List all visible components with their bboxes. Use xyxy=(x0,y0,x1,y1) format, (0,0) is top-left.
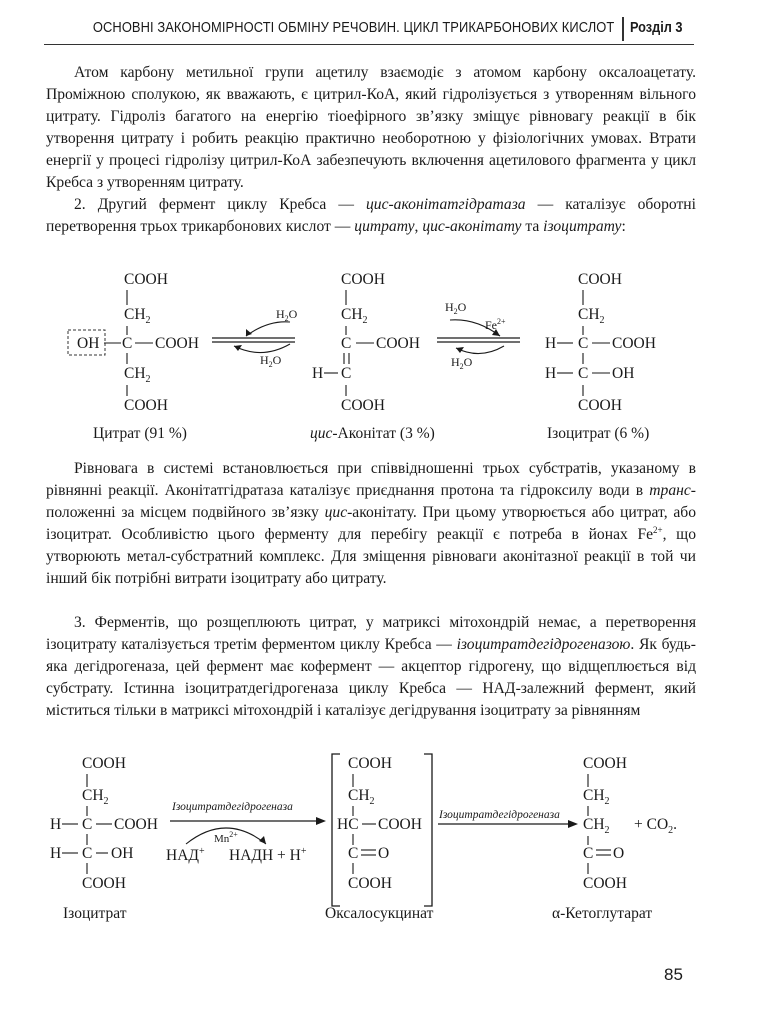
svg-text:COOH: COOH xyxy=(578,271,622,288)
enzyme-name: цис-аконітатгідратаза xyxy=(365,196,526,213)
svg-text:C: C xyxy=(578,335,589,352)
aconitase-reaction-scheme xyxy=(0,260,776,460)
svg-text:Fe2+: $Fe^{2+}$ xyxy=(485,317,506,332)
svg-text:C: C xyxy=(348,845,359,862)
svg-text:C: C xyxy=(578,365,589,382)
svg-text:COOH: COOH xyxy=(583,755,627,772)
svg-text:C: C xyxy=(341,365,352,382)
enzyme-name: ізоцитратдегідрогеназою xyxy=(456,636,631,653)
dehydrogenase-arrow xyxy=(166,801,326,864)
svg-text:COOH: COOH xyxy=(348,875,392,892)
running-header xyxy=(44,14,694,45)
citrate-label: Цитрат (91 %) xyxy=(93,425,187,442)
svg-text:CH2: $CH_2$ xyxy=(578,306,605,326)
svg-text:C: C xyxy=(82,845,93,862)
svg-text:COOH: COOH xyxy=(341,397,385,414)
paragraph-3: Рівновага в системі встановлюється при співвідношенні трьох субстратів, указаному в рівнянні реакції. Аконітатгідратаза каталізує приєднання протона та гідроксилу води в транс-положенні за місцем подвійного зв’язку цис-аконітату. При цьому утворюється або цитрат, або ізоцитрат. Особливістю цього ферменту для перебігу реакції є потреба в йонах $Fe^{2+}$, що утворюють метал-субстратний комплекс. Для зміщення рівноваги аконітазної реакції в той чи інший бік потрібні витрати ізоцитрату або цитрату. xyxy=(46,460,697,587)
alpha-ketoglutarate-label: α-Кетоглутарат xyxy=(552,905,653,922)
svg-text:C: C xyxy=(583,845,594,862)
isocitrate-label-2: Ізоцитрат xyxy=(63,905,127,922)
header-divider xyxy=(622,17,624,41)
svg-text:OH: OH xyxy=(77,335,100,352)
citrate-structure xyxy=(68,271,199,414)
decarboxylation-arrow xyxy=(438,809,578,828)
oxalosuccinate-structure xyxy=(332,754,432,906)
paragraph-1: Атом карбону метильної групи ацетилу взаємодіє з атомом карбону оксалоацетату. Проміжною сполукою, як вважають, є цитрил-КоА, який гідролізується з утворенням вільного цитрату. Гідроліз багатого на енергію тіоефірного зв’язку зміщує рівновагу реакції в бік утворення цитрату і робить реакцію практично необоротною у фізіологічних умовах. Втрати енергії у процесі гідролізу цитрил-КоА забезпечують включення ацетилового фрагмента у цикл Кребса з утворенням цитрату. xyxy=(46,64,696,191)
svg-text:Ізоцитратдегідрогеназа: Ізоцитратдегідрогеназа xyxy=(172,801,293,813)
svg-text:НАД+: НАД+ xyxy=(166,846,205,864)
svg-text:COOH: COOH xyxy=(578,397,622,414)
svg-text:CH2: $CH_2$ xyxy=(341,306,368,326)
svg-text:HC: HC xyxy=(337,816,359,833)
svg-text:H: H xyxy=(50,816,62,833)
svg-text:H2O: $H_2O$ xyxy=(445,300,467,316)
isocitrate-dehydrogenase-scheme xyxy=(0,748,776,928)
svg-text:CH2: $CH_2$ xyxy=(348,787,375,807)
svg-text:COOH: COOH xyxy=(124,271,168,288)
svg-text:C: C xyxy=(122,335,133,352)
isocitrate-label: Ізоцитрат (6 %) xyxy=(547,425,650,442)
equilibrium-arrow-2 xyxy=(437,300,520,371)
svg-text:H2O: $H_2O$ xyxy=(451,355,473,371)
svg-text:H2O: $H_2O$ xyxy=(276,307,298,323)
oxalosuccinate-label: Оксалосукцинат xyxy=(325,905,434,922)
svg-text:COOH: COOH xyxy=(378,816,422,833)
svg-text:OH: OH xyxy=(612,365,635,382)
alpha-ketoglutarate-structure xyxy=(583,755,627,892)
svg-text:COOH: COOH xyxy=(583,875,627,892)
svg-text:CH2: $CH_2$ xyxy=(583,816,610,836)
svg-text:C: C xyxy=(82,816,93,833)
svg-text:O: O xyxy=(378,845,390,862)
header-section: Розділ 3 xyxy=(630,19,683,36)
svg-text:OH: OH xyxy=(111,845,134,862)
svg-text:COOH: COOH xyxy=(341,271,385,288)
svg-text:COOH: COOH xyxy=(612,335,656,352)
co2-product: + $CO_2$. xyxy=(634,816,678,836)
svg-text:COOH: COOH xyxy=(114,816,158,833)
svg-text:Mn2+: $Mn^{2+}$ xyxy=(214,830,238,845)
svg-text:COOH: COOH xyxy=(155,335,199,352)
paragraph-2: 2. Другий фермент циклу Кребса — цис-аконітатгідратаза — каталізує оборотні перетворення трьох трикарбонових кислот — цитрату, цис-аконітату та ізоцитрату: xyxy=(46,196,696,235)
svg-text:Ізоцитратдегідрогеназа: Ізоцитратдегідрогеназа xyxy=(439,809,560,821)
svg-text:O: O xyxy=(613,845,625,862)
svg-text:COOH: COOH xyxy=(376,335,420,352)
paragraph-4: 3. Ферментів, що розщеплюють цитрат, у матриксі мітохондрій немає, а перетворення ізоцитрату каталізується третім ферментом циклу Кребса — ізоцитратдегідрогеназою. Як будь-яка дегідрогеназа, цей фермент має кофермент — акцептор гідрогену, що відщеплюється від субстрату. Істинна ізоцитратдегідрогеназа циклу Кребса — НАД-залежний фермент, який міститься тільки в матриксі мітохондрій і каталізує дегідрування ізоцитрату за рівнянням xyxy=(46,614,696,719)
page-number: 85 xyxy=(664,965,683,984)
svg-text:H: H xyxy=(545,365,557,382)
cis-aconitate-structure xyxy=(312,271,420,414)
equilibrium-arrow-1 xyxy=(212,307,298,369)
svg-text:H: H xyxy=(50,845,62,862)
cis-aconitate-label: цис-Аконітат (3 %) xyxy=(310,425,435,442)
svg-text:CH2: $CH_2$ xyxy=(583,787,610,807)
svg-text:COOH: COOH xyxy=(348,755,392,772)
svg-text:C: C xyxy=(341,335,352,352)
svg-text:CH2: $CH_2$ xyxy=(82,787,109,807)
svg-text:CH2: $CH_2$ xyxy=(124,306,151,326)
svg-text:H: H xyxy=(312,365,324,382)
svg-text:COOH: COOH xyxy=(82,875,126,892)
isocitrate-structure-2 xyxy=(50,755,158,892)
header-title: ОСНОВНІ ЗАКОНОМІРНОСТІ ОБМІНУ РЕЧОВИН. ЦИКЛ ТРИКАРБОНОВИХ КИСЛОТ xyxy=(92,19,614,36)
svg-text:НАДН + Н+: НАДН + Н+ xyxy=(229,846,307,864)
svg-text:COOH: COOH xyxy=(124,397,168,414)
svg-text:COOH: COOH xyxy=(82,755,126,772)
svg-text:H: H xyxy=(545,335,557,352)
svg-text:CH2: $CH_2$ xyxy=(124,365,151,385)
svg-text:H2O: $H_2O$ xyxy=(260,353,282,369)
isocitrate-structure xyxy=(545,271,656,414)
